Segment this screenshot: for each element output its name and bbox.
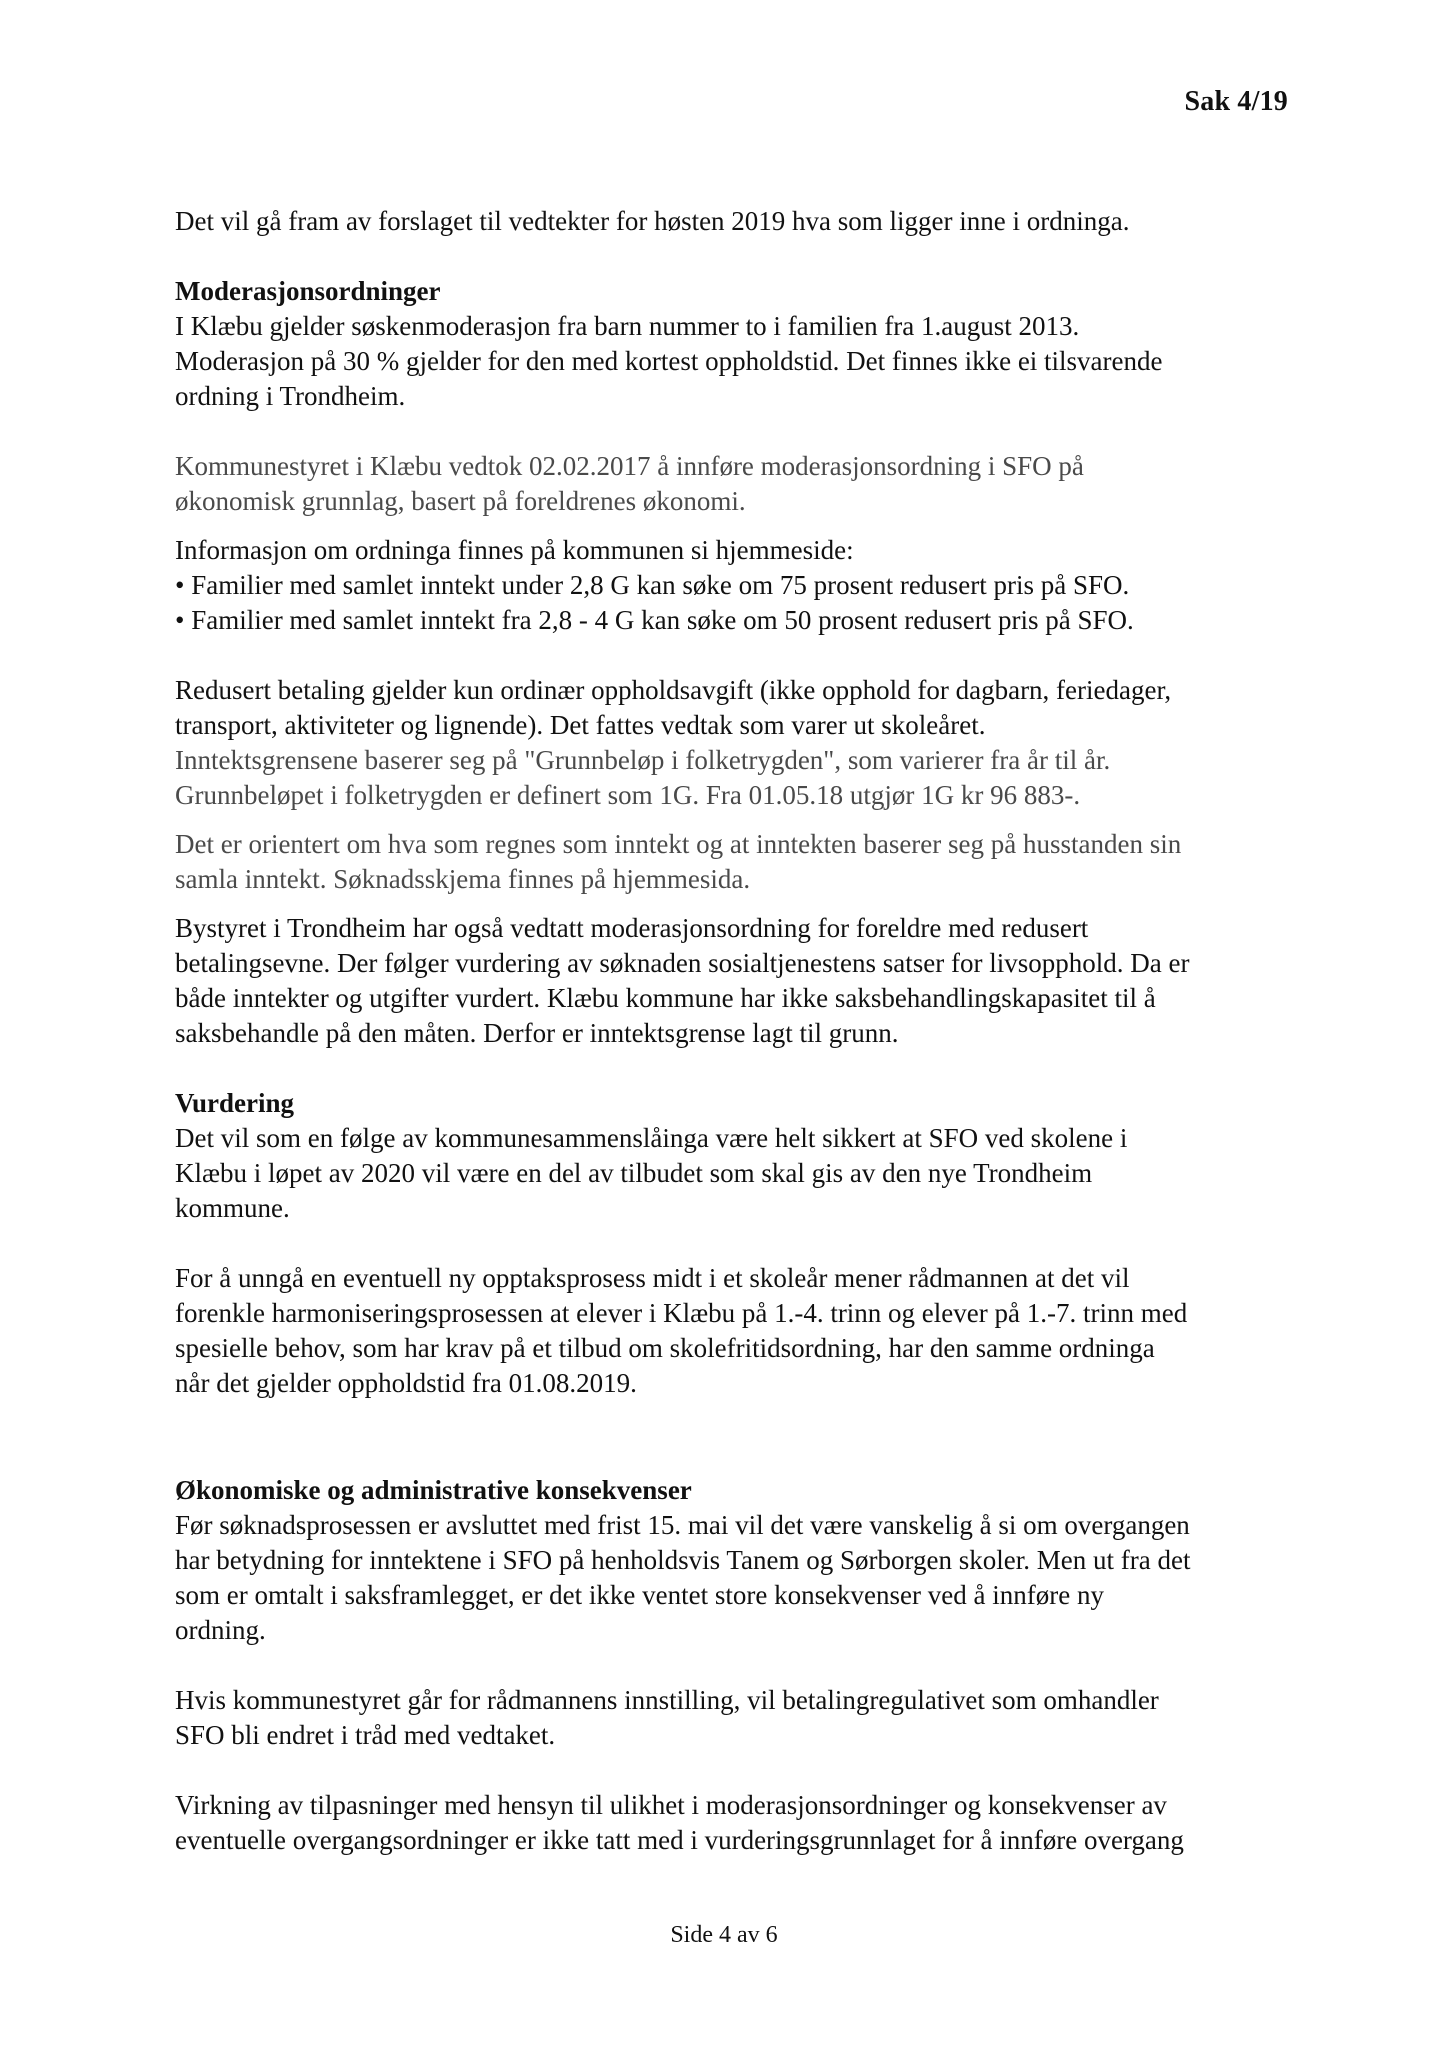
text-line: kommune. <box>175 1193 290 1223</box>
vedtak-paragraph <box>175 449 1295 519</box>
vurdering-paragraph-1 <box>175 1121 1295 1226</box>
info-paragraph <box>175 533 1295 638</box>
vurdering-paragraph-2 <box>175 1261 1295 1401</box>
text-line: Hvis kommunestyret går for rådmannens innstilling, vil betalingregulativet som omhandler <box>175 1685 1159 1715</box>
heading-moderasjon: Moderasjonsordninger <box>175 276 441 306</box>
text-line: Inntektsgrensene baserer seg på "Grunnbeløp i folketrygden", som varierer fra år til år. <box>175 745 1111 775</box>
text-line: Bystyret i Trondheim har også vedtatt moderasjonsordning for foreldre med redusert <box>175 913 1089 943</box>
text-line: Moderasjon på 30 % gjelder for den med kortest oppholdstid. Det finnes ikke ei tilsvarende <box>175 346 1163 376</box>
text-line: både inntekter og utgifter vurdert. Klæbu kommune har ikke saksbehandlingskapasitet til å <box>175 983 1156 1013</box>
heading-vurdering: Vurdering <box>175 1088 295 1118</box>
text-line: Klæbu i løpet av 2020 vil være en del av tilbudet som skal gis av den nye Trondheim <box>175 1158 1093 1188</box>
text-line: Kommunestyret i Klæbu vedtok 02.02.2017 å innføre moderasjonsordning i SFO på <box>175 451 1084 481</box>
text-line: I Klæbu gjelder søskenmoderasjon fra barn nummer to i familien fra 1.august 2013. <box>175 311 1080 341</box>
moderasjon-paragraph <box>175 309 1295 414</box>
text-line: samla inntekt. Søknadsskjema finnes på hjemmesida. <box>175 864 751 894</box>
text-line: Det vil som en følge av kommunesammenslåinga være helt sikkert at SFO ved skolene i <box>175 1123 1128 1153</box>
document-body <box>175 204 1295 1858</box>
text-line: ordning i Trondheim. <box>175 381 406 411</box>
heading-konsekvenser: Økonomiske og administrative konsekvenser <box>175 1475 692 1505</box>
text-line: som er omtalt i saksframlegget, er det ikke ventet store konsekvenser ved å innføre ny <box>175 1580 1104 1610</box>
bullet-item: • Familier med samlet inntekt under 2,8 G kan søke om 75 prosent redusert pris på SFO. <box>175 568 1295 603</box>
text-line: har betydning for inntektene i SFO på henholdsvis Tanem og Sørborgen skoler. Men ut fra det <box>175 1545 1191 1575</box>
konsekvenser-paragraph-1 <box>175 1508 1295 1648</box>
text-line: økonomisk grunnlag, basert på foreldrenes økonomi. <box>175 486 746 516</box>
text-line: transport, aktiviteter og lignende). Det fattes vedtak som varer ut skoleåret. <box>175 710 986 740</box>
text-line: eventuelle overgangsordninger er ikke tatt med i vurderingsgrunnlaget for å innføre overgang <box>175 1825 1184 1855</box>
grunnbelop-paragraph <box>175 743 1295 813</box>
intro-paragraph: Det vil gå fram av forslaget til vedtekter for høsten 2019 hva som ligger inne i ordninga. <box>175 206 1130 236</box>
text-line: Virkning av tilpasninger med hensyn til ulikhet i moderasjonsordninger og konsekvenser av <box>175 1790 1167 1820</box>
text-line: når det gjelder oppholdstid fra 01.08.2019. <box>175 1368 637 1398</box>
text-line: Redusert betaling gjelder kun ordinær oppholdsavgift (ikke opphold for dagbarn, feriedager, <box>175 675 1172 705</box>
text-line: Informasjon om ordninga finnes på kommunen si hjemmeside: <box>175 535 854 565</box>
konsekvenser-paragraph-3 <box>175 1788 1295 1858</box>
text-line: SFO bli endret i tråd med vedtaket. <box>175 1720 556 1750</box>
page-footer: Side 4 av 6 <box>670 1922 778 1948</box>
text-line: ordning. <box>175 1615 266 1645</box>
bullet-item: • Familier med samlet inntekt fra 2,8 - 4 G kan søke om 50 prosent redusert pris på SFO. <box>175 603 1295 638</box>
text-line: Grunnbeløpet i folketrygden er definert som 1G. Fra 01.05.18 utgjør 1G kr 96 883-. <box>175 780 1081 810</box>
text-line: betalingsevne. Der følger vurdering av søknaden sosialtjenestens satser for livsopphold. Da er <box>175 948 1190 978</box>
konsekvenser-paragraph-2 <box>175 1683 1295 1753</box>
text-line: forenkle harmoniseringsprosessen at elever i Klæbu på 1.-4. trinn og elever på 1.-7. trinn med <box>175 1298 1188 1328</box>
text-line: Det er orientert om hva som regnes som inntekt og at inntekten baserer seg på husstanden sin <box>175 829 1182 859</box>
text-line: For å unngå en eventuell ny opptaksprosess midt i et skoleår mener rådmannen at det vil <box>175 1263 1130 1293</box>
text-line: spesielle behov, som har krav på et tilbud om skolefritidsordning, har den samme ordninga <box>175 1333 1155 1363</box>
redusert-paragraph <box>175 673 1295 743</box>
bystyret-paragraph <box>175 911 1295 1051</box>
text-line: saksbehandle på den måten. Derfor er inntektsgrense lagt til grunn. <box>175 1018 899 1048</box>
text-line: Før søknadsprosessen er avsluttet med frist 15. mai vil det være vanskelig å si om overgangen <box>175 1510 1190 1540</box>
case-reference: Sak 4/19 <box>1184 86 1288 117</box>
orientert-paragraph <box>175 827 1295 897</box>
